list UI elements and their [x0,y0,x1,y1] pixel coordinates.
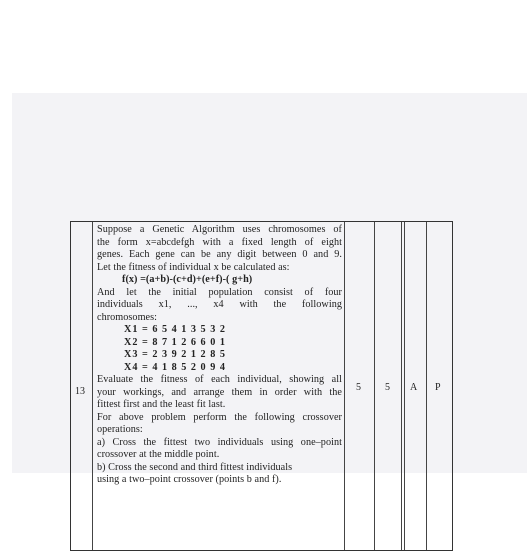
level-column: A [410,382,418,393]
question-line: b) Cross the second and third fittest individuals [97,461,293,473]
question-line: crossover at the middle point. [97,449,220,460]
question-line: individuals x1, ..., x4 with the following [97,299,342,310]
question-table [70,221,453,551]
question-line: fittest first and the least fit last. [97,399,226,410]
question-line: your workings, and arrange them in order with the [97,386,342,398]
question-line: Evaluate the fitness of each individual, showing all [97,374,342,385]
question-line: And let the initial population consist of four [97,286,342,298]
chromosome-x3: X3 = 2 3 9 2 1 2 8 5 [124,349,226,360]
question-line: genes. Each gene can be any digit between 0 and 9. [97,249,342,260]
scanned-page [12,93,527,485]
column-divider [426,222,427,550]
question-line: using a two–point crossover (points b and f). [97,474,282,485]
question-line: Let the fitness of individual x be calculated as: [97,261,290,273]
question-line: operations: [97,424,143,435]
question-text [97,224,342,487]
question-line: a) Cross the fittest two individuals using one–point [97,436,342,448]
question-line: Suppose a Genetic Algorithm uses chromosomes of [97,224,342,235]
column-divider [401,222,405,550]
fitness-formula: f(x) =(a+b)-(c+d)+(e+f)-( g+h) [122,274,253,285]
chromosome-x2: X2 = 8 7 1 2 6 6 0 1 [124,336,226,348]
question-number: 13 [75,386,85,397]
column-divider [92,222,93,550]
marks-column-1: 5 [356,382,361,393]
type-column: P [435,382,441,393]
question-line: For above problem perform the following crossover [97,411,342,423]
chromosome-x4: X4 = 4 1 8 5 2 0 9 4 [124,361,226,373]
column-divider [374,222,375,550]
chromosome-x1: X1 = 6 5 4 1 3 5 3 2 [124,324,226,335]
marks-column-2: 5 [385,382,390,393]
question-line: the form x=abcdefgh with a fixed length of eight [97,236,342,248]
question-line: chromosomes: [97,311,158,323]
column-divider [344,222,345,550]
